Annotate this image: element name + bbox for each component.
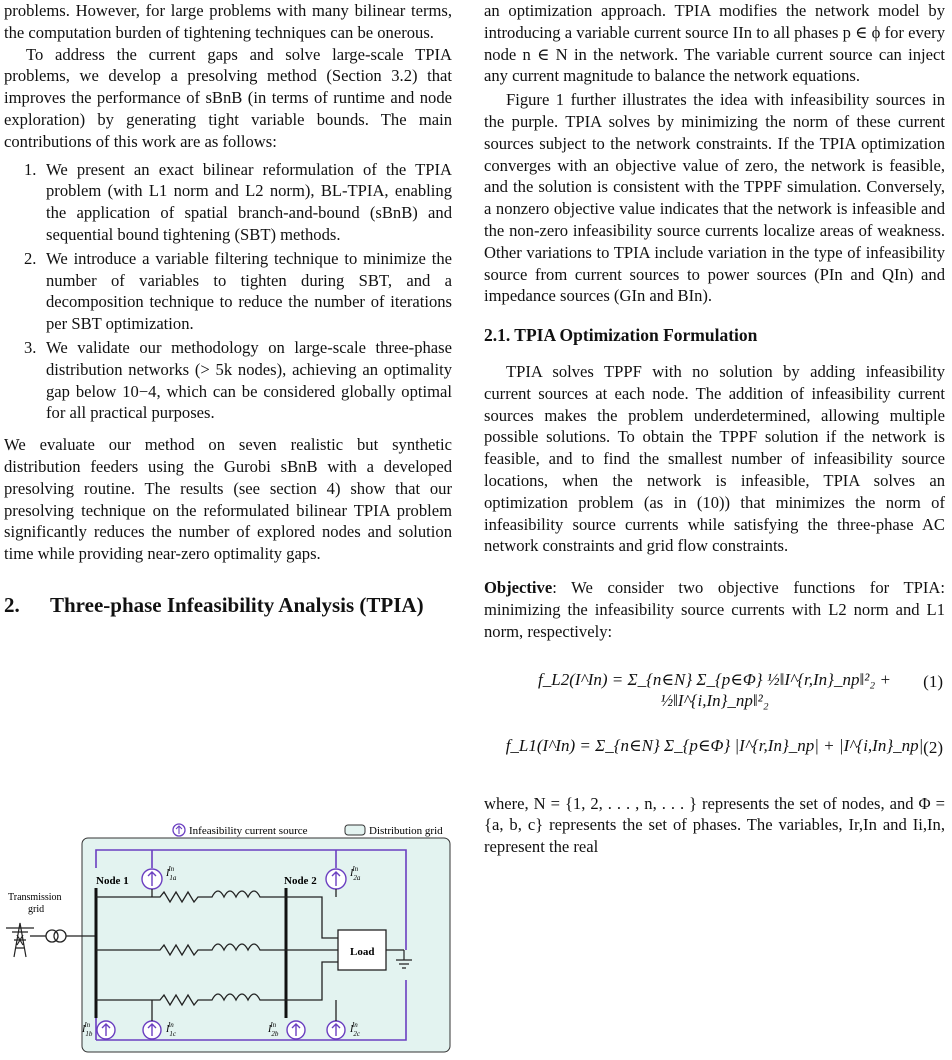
equation-1-number: (1) bbox=[923, 671, 943, 691]
left-column bbox=[4, 0, 452, 617]
label-i1a: $I_{1a}In$ bbox=[166, 865, 177, 882]
paragraph-where: where, N = {1, 2, . . . , n, . . . } represents the set of nodes, and Φ = {a, b, c} represents the set of phases. The variables, Ir,In and Ii,In, represent the real bbox=[484, 793, 945, 857]
transmission-tower-icon bbox=[6, 923, 34, 957]
section-title: Three-phase Infeasibility Analysis (TPIA) bbox=[50, 592, 424, 617]
transmission-grid-label: grid bbox=[28, 904, 45, 915]
source-i2a-icon bbox=[326, 869, 346, 889]
label-i1b: $I_{1b}In$ bbox=[82, 1021, 93, 1038]
objective-text: : We consider two objective functions for TPIA: minimizing the infeasibility source currents with L2 norm and L1 norm, respectively: bbox=[484, 578, 945, 641]
paragraph-approach: an optimization approach. TPIA modifies the network model by introducing a variable current source IIn to all phases p ∈ ϕ for every node n ∈ N in the network. The variable current source can inject any current magnitude to balance the network equations. bbox=[484, 1, 945, 86]
section-heading bbox=[4, 593, 452, 617]
figure-tpia-circuit bbox=[0, 820, 452, 1055]
paragraph-figure1: Figure 1 further illustrates the idea with infeasibility sources in the purple. TPIA solves by minimizing the norm of these current sources subject to the network constraints. If the TPIA optimization converges with an objective value of zero, the network is feasible, and the solution is consistent with the TPPF simulation. Conversely, a nonzero objective value indicates that the network is infeasible and the non-zero infeasibility source currents localize areas of weakness. Other variations to TPIA include variation in the type of infeasibility source from current sources to power sources (PIn and QIn) and impedance sources (GIn and BIn). bbox=[484, 90, 945, 306]
paragraph-evaluate: We evaluate our method on seven realistic but synthetic distribution feeders using the Gurobi sBnB with a developed presolving routine. The results (see section 4) show that our presolving technique on the reformulated bilinear TPIA problem significantly reduces the number of explored nodes and solution time while providing near-zero optimality gaps. bbox=[4, 435, 452, 564]
equation-1-body: f_L2(I^In) = Σ_{n∈N} Σ_{p∈Φ} ½‖I^{r,In}_np‖²₂ + ½‖I^{i,In}_np‖²₂ bbox=[538, 669, 891, 711]
equation-2-body: f_L1(I^In) = Σ_{n∈N} Σ_{p∈Φ} |I^{r,In}_np| + |I^{i,In}_np| bbox=[505, 735, 924, 755]
list-text: We validate our methodology on large-scale three-phase distribution networks (> 5k nodes), achieving an optimality gap below 10−4, which can be considered globally optimal for all practical purposes. bbox=[46, 337, 452, 423]
right-column bbox=[484, 0, 945, 858]
node1-label: Node 1 bbox=[96, 875, 129, 887]
list-number: 3. bbox=[24, 337, 37, 357]
contributions-list bbox=[4, 159, 452, 425]
legend-grid-swatch bbox=[345, 825, 365, 835]
source-i2c-icon bbox=[327, 1021, 345, 1039]
source-i1a-icon bbox=[142, 869, 162, 889]
distribution-grid-box bbox=[82, 838, 450, 1052]
list-item bbox=[4, 337, 452, 424]
label-i1c: $I_{1c}In$ bbox=[166, 1021, 176, 1038]
list-item bbox=[4, 248, 452, 335]
paragraph-problems: problems. However, for large problems with many bilinear terms, the computation burden of tightening techniques can be onerous. bbox=[4, 1, 452, 42]
transmission-label: Transmission bbox=[8, 892, 62, 903]
equation-1 bbox=[484, 659, 945, 713]
node2-label: Node 2 bbox=[284, 875, 317, 887]
subsection-heading: 2.1. TPIA Optimization Formulation bbox=[484, 325, 758, 346]
source-i1c-icon bbox=[143, 1021, 161, 1039]
list-item bbox=[4, 159, 452, 246]
list-text: We present an exact bilinear reformulation of the TPIA problem (with L1 norm and L2 norm), BL-TPIA, enabling the application of spatial branch-and-bound (sBnB) and sequential bound tightening (SBT) methods. bbox=[46, 159, 452, 244]
label-i2b: $I_{2b}In$ bbox=[268, 1021, 279, 1038]
paragraph-address-gaps: To address the current gaps and solve large-scale TPIA problems, we develop a presolving method (Section 3.2) that improves the performance of sBnB (in terms of runtime and node exploration) by generating tight variable bounds. The main contributions of this work are as follows: bbox=[4, 44, 452, 151]
load-label: Load bbox=[350, 946, 375, 958]
source-i2b-icon bbox=[287, 1021, 305, 1039]
paragraph-tpia-solves: TPIA solves TPPF with no solution by adding infeasibility current sources at each node. The addition of infeasibility current sources makes the problem underdetermined, allowing multiple possible solutions. To obtain the TPPF solution if the network is feasible, and to find the smallest number of infeasibility source locations, when the network is infeasible, TPIA solves an optimization problem (as in (10)) that minimizes the norm of infeasibility source currents while satisfying the three-phase AC network constraints and grid flow constraints. bbox=[484, 361, 945, 556]
label-i2c: $I_{2c}In$ bbox=[350, 1021, 360, 1038]
section-number: 2. bbox=[4, 592, 20, 617]
equation-2-number: (2) bbox=[923, 737, 943, 757]
list-number: 2. bbox=[24, 248, 37, 268]
equation-2 bbox=[484, 725, 945, 779]
label-i2a: $I_{2a}In$ bbox=[350, 865, 361, 882]
list-text: We introduce a variable filtering technique to minimize the number of variables to tighten during SBT, and a decomposition technique to reduce the number of iterations per SBT optimization. bbox=[46, 248, 452, 334]
legend-grid-label: Distribution grid bbox=[369, 825, 443, 837]
legend-source-label: Infeasibility current source bbox=[189, 825, 308, 837]
paragraph-objective bbox=[484, 577, 945, 642]
source-i1b-icon bbox=[97, 1021, 115, 1039]
objective-label: Objective bbox=[484, 578, 553, 598]
list-number: 1. bbox=[24, 159, 37, 179]
